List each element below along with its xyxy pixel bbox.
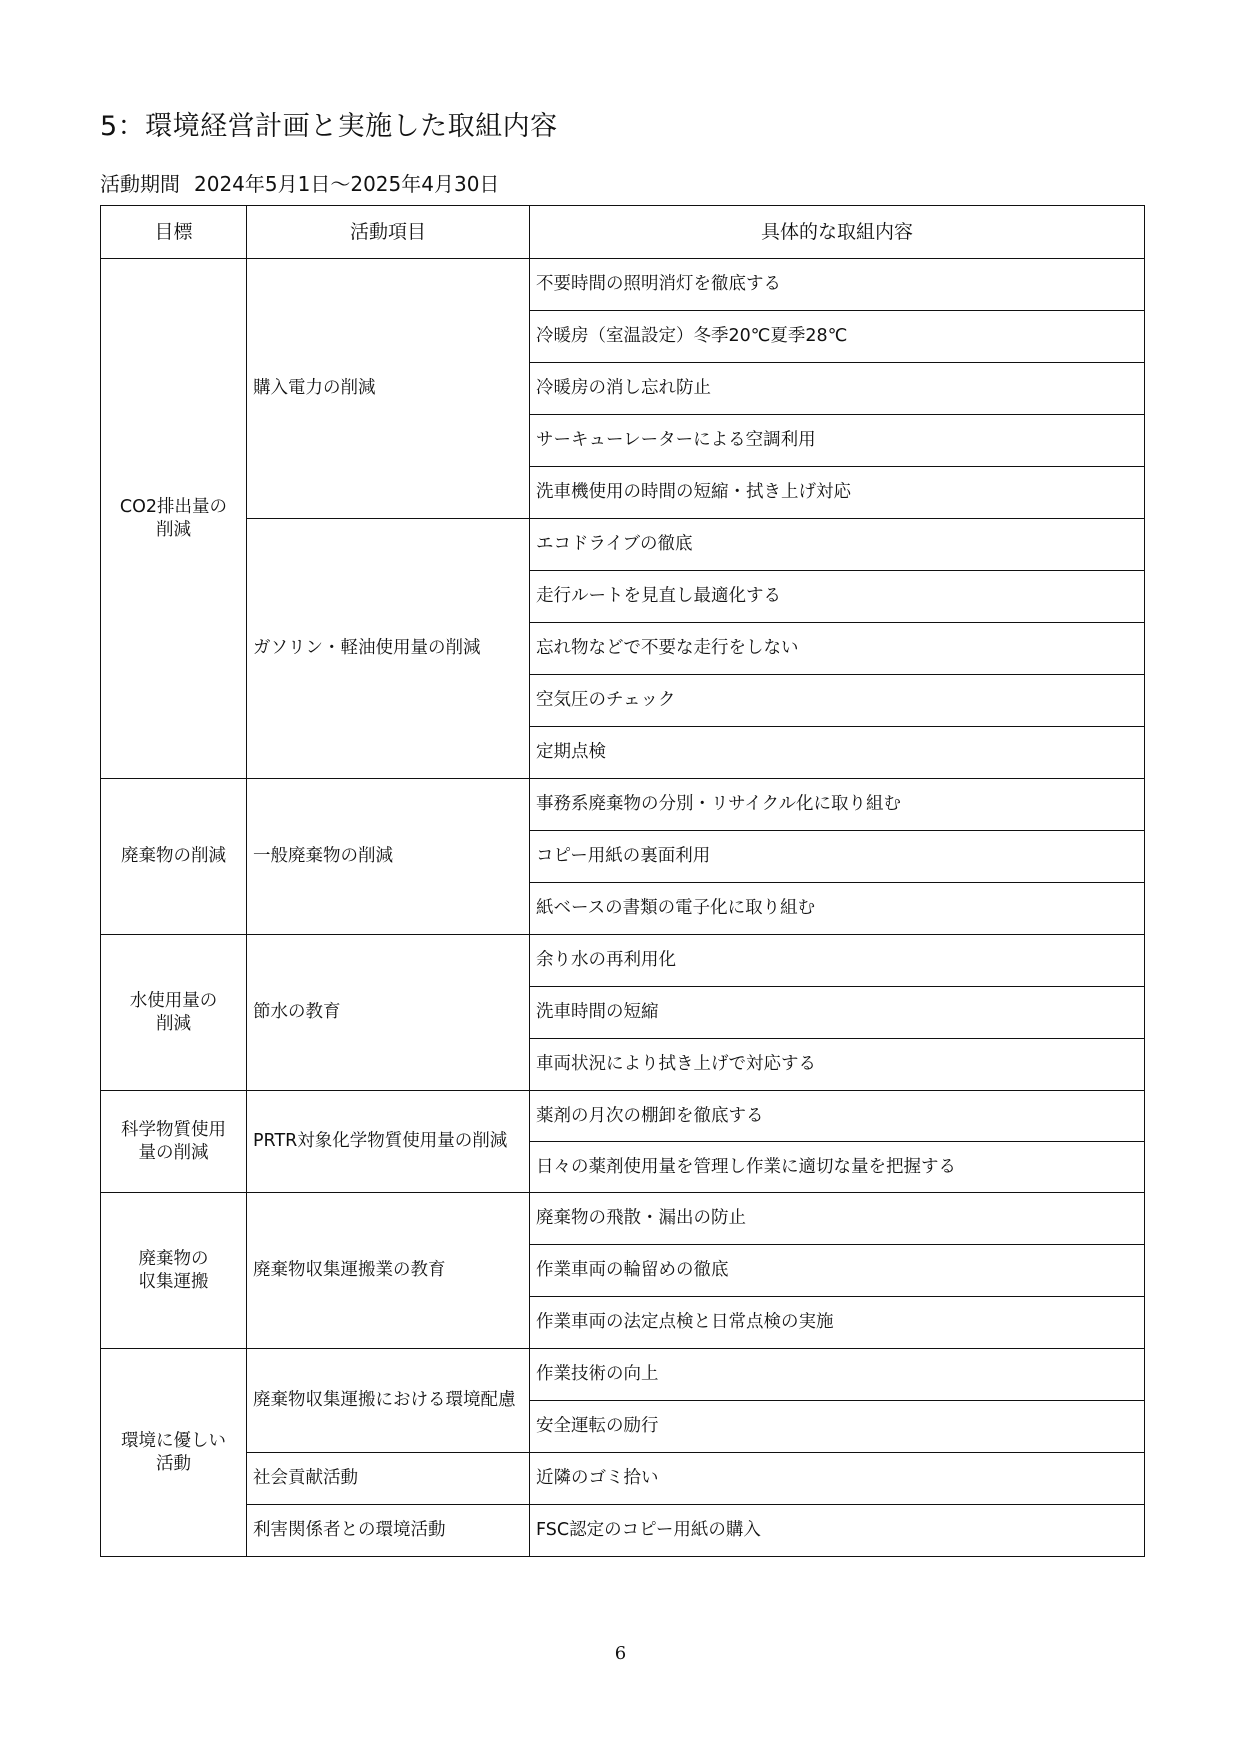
goal-cell: [101, 1193, 247, 1349]
table-row: [101, 519, 1145, 571]
environmental-plan-table: [100, 205, 1145, 1557]
detail-cell: サーキューレーターによる空調利用: [530, 415, 1145, 467]
detail-cell: 近隣のゴミ拾い: [530, 1453, 1145, 1505]
detail-cell: コピー用紙の裏面利用: [530, 831, 1145, 883]
goal-cell: [101, 1091, 247, 1193]
table-body: [101, 259, 1145, 1557]
goal-label-line: 水使用量の: [129, 990, 218, 1011]
detail-cell: 車両状況により拭き上げで対応する: [530, 1039, 1145, 1091]
goal-label-line: 廃棄物の削減: [121, 846, 226, 866]
activity-cell: 節水の教育: [247, 935, 530, 1091]
detail-cell: 作業車両の法定点検と日常点検の実施: [530, 1297, 1145, 1349]
activity-period: [100, 168, 499, 197]
goal-cell: [101, 935, 247, 1091]
detail-cell: エコドライブの徹底: [530, 519, 1145, 571]
goal-label-line: CO2排出量の: [119, 496, 228, 517]
detail-cell: 事務系廃棄物の分別・リサイクル化に取り組む: [530, 779, 1145, 831]
detail-cell: 洗車機使用の時間の短縮・拭き上げ対応: [530, 467, 1145, 519]
detail-cell: 空気圧のチェック: [530, 675, 1145, 727]
activity-cell: 社会貢献活動: [247, 1453, 530, 1505]
activity-cell: 廃棄物収集運搬における環境配慮: [247, 1349, 530, 1453]
detail-cell: 冷暖房の消し忘れ防止: [530, 363, 1145, 415]
goal-label-line: 量の削減: [138, 1142, 209, 1163]
detail-cell: 不要時間の照明消灯を徹底する: [530, 259, 1145, 311]
detail-cell: 定期点検: [530, 727, 1145, 779]
detail-cell: 薬剤の月次の棚卸を徹底する: [530, 1091, 1145, 1142]
detail-cell: 日々の薬剤使用量を管理し作業に適切な量を把握する: [530, 1142, 1145, 1193]
goal-label-line: 活動: [156, 1453, 191, 1474]
activity-cell: 利害関係者との環境活動: [247, 1505, 530, 1557]
goal-label-line: 科学物質使用: [121, 1119, 226, 1140]
detail-cell: 忘れ物などで不要な走行をしない: [530, 623, 1145, 675]
table-header-row: [101, 206, 1145, 259]
header-detail: 具体的な取組内容: [530, 206, 1145, 259]
detail-cell: FSC認定のコピー用紙の購入: [530, 1505, 1145, 1557]
table-row: [101, 1453, 1145, 1505]
goal-label-line: 環境に優しい: [121, 1430, 226, 1451]
header-activity: 活動項目: [247, 206, 530, 259]
detail-cell: 作業車両の輪留めの徹底: [530, 1245, 1145, 1297]
detail-cell: 洗車時間の短縮: [530, 987, 1145, 1039]
detail-cell: 作業技術の向上: [530, 1349, 1145, 1401]
table-row: [101, 1349, 1145, 1401]
table-row: [101, 1193, 1145, 1245]
detail-cell: 廃棄物の飛散・漏出の防止: [530, 1193, 1145, 1245]
goal-label-line: 削減: [156, 1013, 191, 1034]
table-row: [101, 935, 1145, 987]
activity-cell: ガソリン・軽油使用量の削減: [247, 519, 530, 779]
detail-cell: 冷暖房（室温設定）冬季20℃夏季28℃: [530, 311, 1145, 363]
activity-cell: 購入電力の削減: [247, 259, 530, 519]
detail-cell: 余り水の再利用化: [530, 935, 1145, 987]
table-row: [101, 1505, 1145, 1557]
goal-cell: [101, 259, 247, 779]
table-row: [101, 259, 1145, 311]
activity-cell: 一般廃棄物の削減: [247, 779, 530, 935]
goal-label-line: 収集運搬: [138, 1271, 209, 1292]
table-row: [101, 779, 1145, 831]
goal-cell: [101, 1349, 247, 1557]
period-value: 2024年5月1日～2025年4月30日: [194, 172, 500, 196]
goal-cell: [101, 779, 247, 935]
goal-label-line: 廃棄物の: [138, 1248, 209, 1269]
table-row: [101, 1091, 1145, 1142]
page-title: 5：環境経営計画と実施した取組内容: [100, 111, 558, 142]
detail-cell: 走行ルートを見直し最適化する: [530, 571, 1145, 623]
activity-cell: 廃棄物収集運搬業の教育: [247, 1193, 530, 1349]
goal-label-line: 削減: [156, 519, 191, 540]
detail-cell: 安全運転の励行: [530, 1401, 1145, 1453]
period-label: 活動期間: [100, 172, 180, 196]
activity-cell: PRTR対象化学物質使用量の削減: [247, 1091, 530, 1193]
page-number: 6: [614, 1643, 627, 1664]
detail-cell: 紙ベースの書類の電子化に取り組む: [530, 883, 1145, 935]
header-goal: 目標: [101, 206, 247, 259]
